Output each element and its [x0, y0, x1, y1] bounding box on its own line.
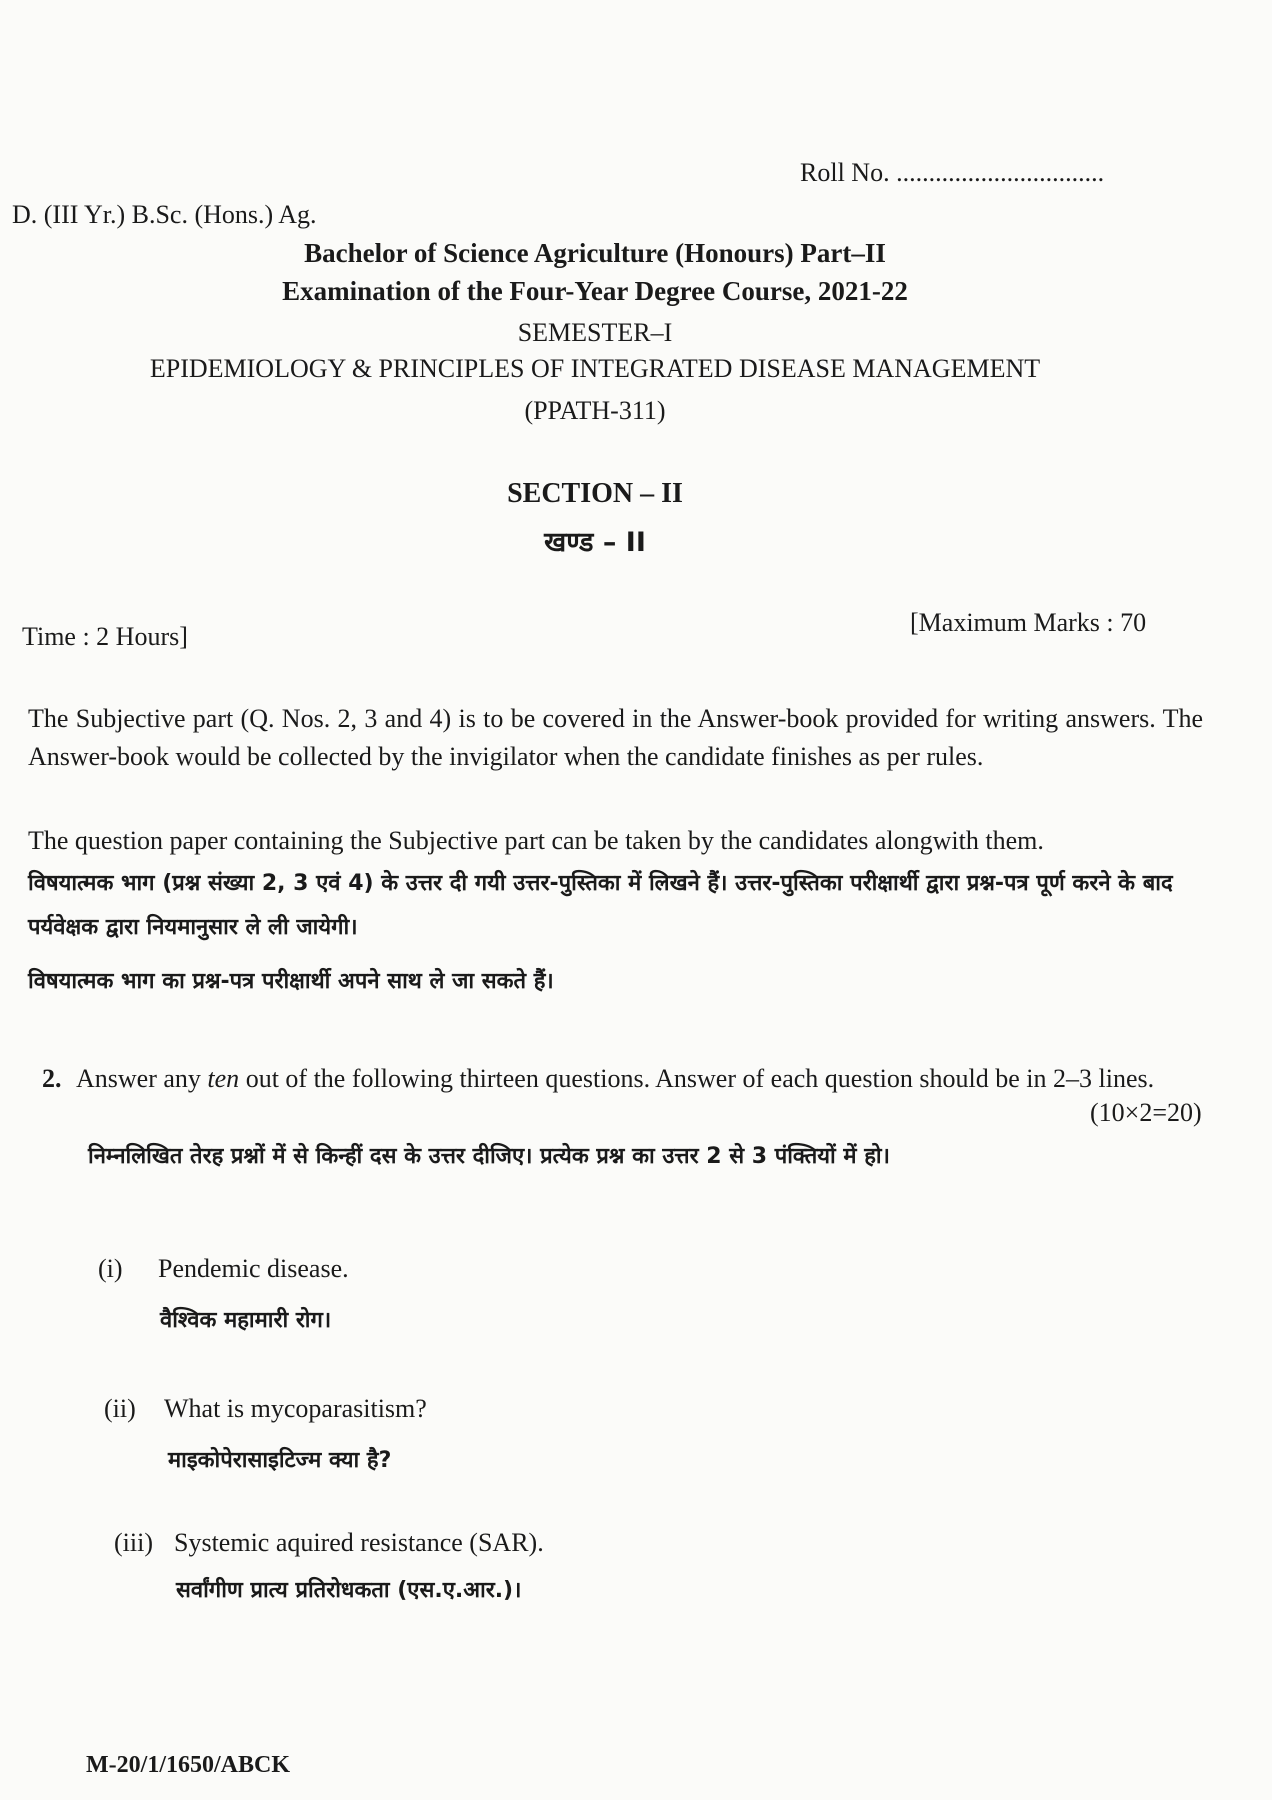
sub-question-ii: [104, 1394, 427, 1424]
section-heading: SECTION – II: [507, 478, 683, 509]
question-text-b: out of the following thirteen questions. Answer of each question should be in 2–3 lines.: [239, 1064, 1155, 1093]
sub-question-number: (iii): [114, 1528, 153, 1557]
paper-footer-code: M-20/1/1650/ABCK: [86, 1752, 290, 1778]
sub-question-text: Systemic aquired resistance (SAR).: [174, 1528, 544, 1557]
semester-label: SEMESTER–I: [517, 318, 673, 347]
sub-question-number: (i): [98, 1254, 123, 1283]
question-number: 2.: [42, 1064, 62, 1093]
instruction-hindi-2: विषयात्मक भाग का प्रश्न-पत्र परीक्षार्थी अपने साथ ले जा सकते हैं।: [28, 969, 554, 994]
sub-question-number: (ii): [104, 1394, 136, 1423]
question-2: [42, 1060, 1232, 1098]
question-2-hindi: निम्नलिखित तेरह प्रश्नों में से किन्हीं दस के उत्तर दीजिए। प्रत्येक प्रश्न का उत्तर 2 से 3 पंक्तियों में हो।: [88, 1144, 890, 1169]
paper-code: (PPATH-311): [524, 396, 666, 425]
roll-number-field: Roll No. ................................: [800, 158, 1105, 187]
exam-title-line2: Examination of the Four-Year Degree Course, 2021-22: [282, 276, 908, 306]
sub-question-iii-hindi: सर्वांगीण प्रात्य प्रतिरोधकता (एस.ए.आर.)।: [176, 1578, 522, 1603]
sub-question-i: [98, 1254, 349, 1284]
sub-question-iii: [114, 1528, 544, 1558]
time-allowed: Time : 2 Hours]: [22, 622, 188, 651]
instruction-english-1: The Subjective part (Q. Nos. 2, 3 and 4) is to be covered in the Answer-book provided for writing answers. The Answer-book would be collected by the invigilator when the candidate finishes as per rules.: [28, 704, 1203, 771]
sub-question-text: What is mycoparasitism?: [164, 1394, 427, 1423]
question-text-emphasis: ten: [207, 1064, 240, 1093]
section-heading-hindi: खण्ड – II: [544, 527, 646, 558]
sub-question-i-hindi: वैश्विक महामारी रोग।: [160, 1308, 332, 1333]
instruction-english-2: The question paper containing the Subjective part can be taken by the candidates alongwith them.: [28, 826, 1044, 855]
question-text-a: Answer any: [76, 1064, 208, 1093]
question-2-marks: (10×2=20): [1090, 1098, 1202, 1127]
instruction-hindi-1: विषयात्मक भाग (प्रश्न संख्या 2, 3 एवं 4) के उत्तर दी गयी उत्तर-पुस्तिका में लिखने हैं। उत्तर-पुस्तिका परीक्षार्थी द्वारा प्रश्न-पत्र पूर्ण करने के बाद पर्यवेक्षक द्वारा नियमानुसार ले ली जायेगी।: [28, 871, 1173, 940]
course-code: D. (III Yr.) B.Sc. (Hons.) Ag.: [12, 200, 317, 229]
subject-title: EPIDEMIOLOGY & PRINCIPLES OF INTEGRATED DISEASE MANAGEMENT: [149, 354, 1041, 383]
sub-question-text: Pendemic disease.: [158, 1254, 349, 1283]
sub-question-ii-hindi: माइकोपेरासाइटिज्म क्या है?: [168, 1448, 392, 1473]
maximum-marks: [Maximum Marks : 70: [910, 608, 1147, 637]
exam-title-line1: Bachelor of Science Agriculture (Honours) Part–II: [304, 238, 886, 268]
